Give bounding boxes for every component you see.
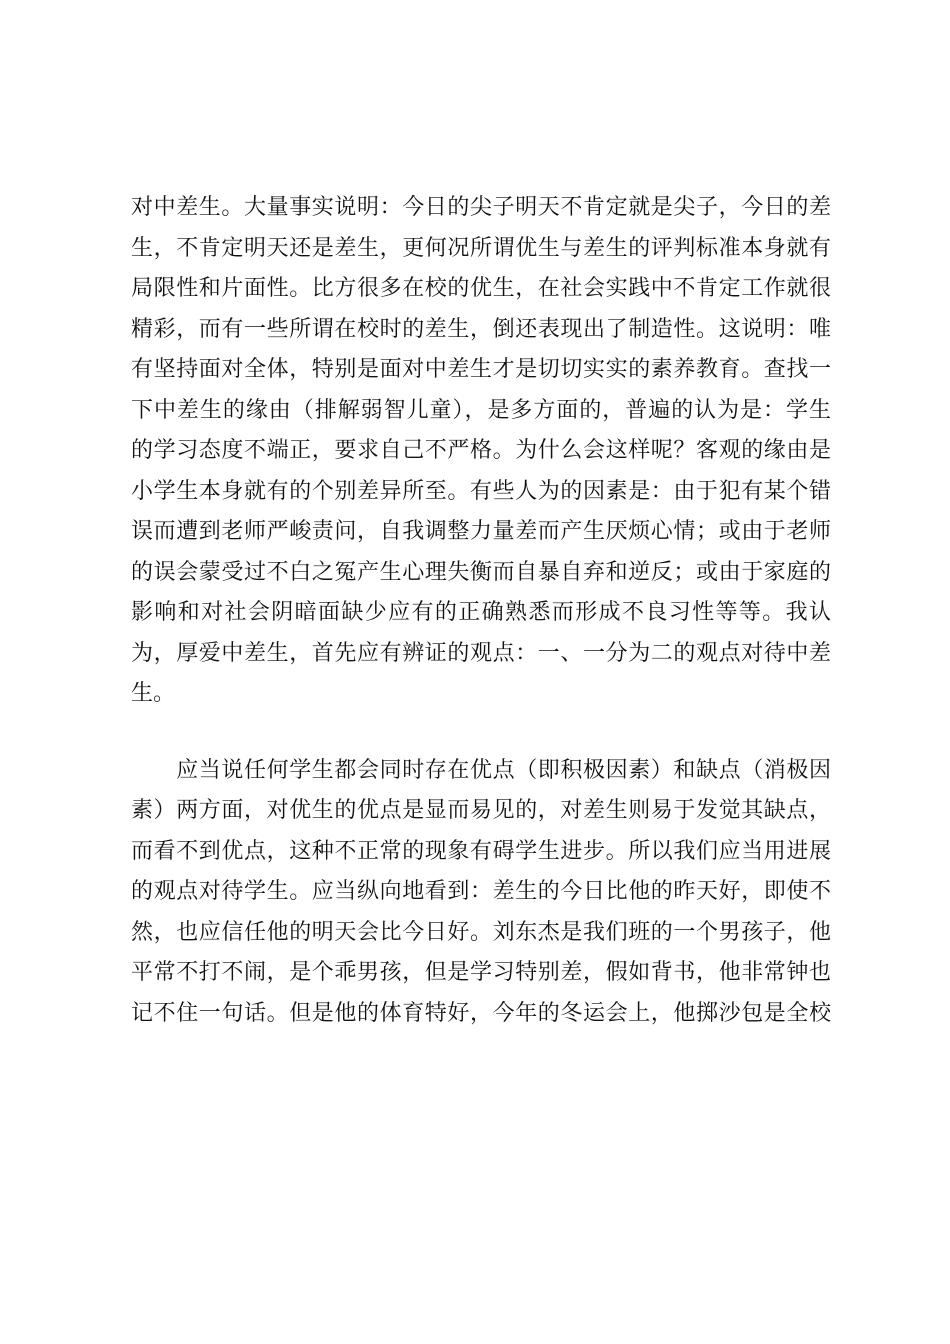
paragraph-spacer (131, 715, 831, 751)
text-line: 为，厚爱中差生，首先应有辨证的观点：一、一分为二的观点对待中差 (131, 640, 831, 666)
text-line: 影响和对社会阴暗面缺少应有的正确熟悉而形成不良习性等等。我认 (131, 600, 831, 625)
text-line: 记不住一句话。但是他的体育特好，今年的冬运会上，他掷沙包是全校 (131, 1000, 831, 1026)
text-line: 下中差生的缘由（排解弱智儿童），是多方面的，普遍的认为是：学生 (131, 397, 831, 423)
text-line: 的学习态度不端正，要求自己不严格。为什么会这样呢？客观的缘由是 (131, 438, 831, 463)
body-text (131, 188, 831, 1034)
text-line: 的观点对待学生。应当纵向地看到：差生的今日比他的昨天好，即使不 (131, 879, 831, 904)
paragraph-1 (131, 188, 831, 715)
text-line: 误而遭到老师严峻责问，自我调整力量差而产生厌烦心情；或由于老师 (131, 519, 831, 544)
text-line: 的误会蒙受过不白之冤产生心理失衡而自暴自弃和逆反；或由于家庭的 (131, 559, 831, 585)
text-line: 有坚持面对全体，特别是面对中差生才是切切实实的素养教育。查找一 (131, 357, 831, 382)
text-line: 平常不打不闹，是个乖男孩，但是学习特别差，假如背书，他非常钟也 (131, 960, 831, 985)
text-line: 对中差生。大量事实说明：今日的尖子明天不肯定就是尖子，今日的差 (131, 195, 831, 220)
text-line: 局限性和片面性。比方很多在校的优生，在社会实践中不肯定工作就很 (131, 276, 831, 301)
paragraph-2 (131, 751, 831, 1035)
text-line: 生。 (131, 681, 176, 706)
text-line: 然，也应信任他的明天会比今日好。刘东杰是我们班的一个男孩子，他 (131, 919, 831, 945)
text-line: 小学生本身就有的个别差异所至。有些人为的因素是：由于犯有某个错 (131, 478, 831, 504)
text-line: 生，不肯定明天还是差生，更何况所谓优生与差生的评判标准本身就有 (131, 235, 831, 261)
text-line: 而看不到优点，这种不正常的现象有碍学生进步。所以我们应当用进展 (131, 838, 831, 864)
text-line: 精彩，而有一些所谓在校时的差生，倒还表现出了制造性。这说明：唯 (131, 316, 831, 342)
text-line: 应当说任何学生都会同时存在优点（即积极因素）和缺点（消极因 (131, 757, 831, 783)
text-line: 素）两方面，对优生的优点是显而易见的，对差生则易于发觉其缺点， (131, 798, 831, 823)
